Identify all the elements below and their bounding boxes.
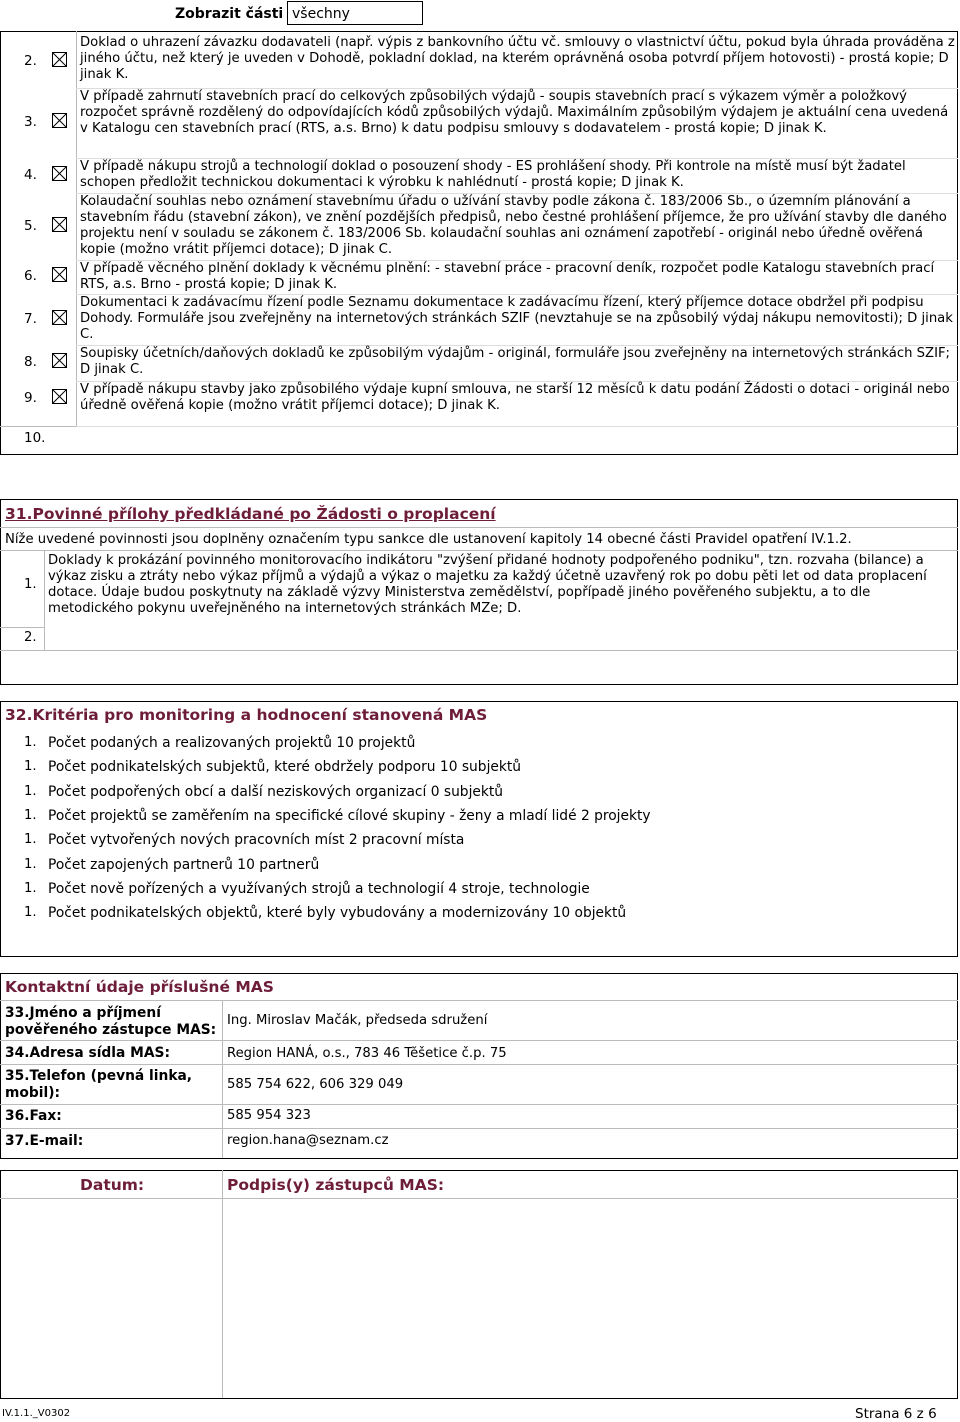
item-text: Soupisky účetních/daňových dokladů ke způsobilým výdajům - originál, formuláře jsou zveřejněny na internetových stránkách SZIF; D jinak C.: [80, 346, 950, 377]
checked-checkbox-icon[interactable]: [52, 166, 67, 181]
criteria-number: 1.: [24, 832, 37, 848]
criteria-text: Počet nově pořízených a využívaných strojů a technologií 4 stroje, technologie: [48, 880, 590, 897]
item-number: 7.: [24, 311, 37, 327]
contact-name-label: 33.Jméno a příjmení pověřeného zástupce MAS:: [5, 1005, 217, 1038]
checked-checkbox-icon[interactable]: [52, 267, 67, 282]
footer-page: Strana 6 z 6: [855, 1406, 937, 1422]
checked-checkbox-icon[interactable]: [52, 389, 67, 404]
criteria-number: 1.: [24, 759, 37, 775]
contact-fax-label: 36.Fax:: [5, 1108, 62, 1124]
item-number: 10.: [24, 430, 46, 446]
criteria-number: 1.: [24, 905, 37, 921]
checked-checkbox-icon[interactable]: [52, 353, 67, 368]
checked-checkbox-icon[interactable]: [52, 310, 67, 325]
item-number: 8.: [24, 354, 37, 370]
item-text: V případě nákupu strojů a technologií doklad o posouzení shody - ES prohlášení shody. Při kontrole na místě musí být žadatel schopen předložit technickou dokumentaci k výrobku k nahlédnutí - prostá kopie; D jinak K.: [80, 159, 906, 190]
checked-checkbox-icon[interactable]: [52, 113, 67, 128]
criteria-text: Počet podpořených obcí a další neziskových organizací 0 subjektů: [48, 783, 504, 800]
filter-value: všechny: [292, 6, 350, 22]
section31-intro: Níže uvedené povinnosti jsou doplněny označením typu sankce dle ustanovení kapitoly 14 obecné části Pravidel opatření IV.1.2.: [5, 532, 852, 547]
contact-fax-value: 585 954 323: [227, 1108, 311, 1123]
item-text: Kolaudační souhlas nebo oznámení stavebnímu úřadu o užívání stavby podle zákona č. 183/2006 Sb., o územním plánování a stavebním řádu (stavební zákon), ve znění pozdějších předpisů, nebo čestné prohlášení příjemce, že pro užívání stavby dle daného projektu není v souladu se zákonem č. 183/2006 Sb. kolaudační souhlas ani oznámení zapotřebí - originál nebo úředně ověřená kopie (možno vrátit příjemci dotace); D jinak C.: [80, 194, 947, 257]
item-text: Dokumentaci k zadávacímu řízení podle Seznamu dokumentace k zadávacímu řízení, který příjemce dotace obdržel při podpisu Dohody. Formuláře jsou zveřejněny na internetových stránkách SZIF (nevztahuje se na způsobilý výdaj nákupu nemovitosti); D jinak C.: [80, 295, 953, 342]
s31-item-text: Doklady k prokázání povinného monitorovacího indikátoru "zvýšení přidané hodnoty podpořeného podniku", tzn. rozvaha (bilance) a výkaz zisku a ztráty nebo výkaz příjmů a výdajů a výkaz o majetku za každý účetně uzavřený rok po dobu pěti let od data proplacení dotace. Údaje budou poskytnuty na základě výzvy Ministerstva zemědělství, popřípadě jiného pověřeného subjektu, a to dle metodického pokynu uveřejněného na internetových stránkách MZe; D.: [48, 553, 927, 616]
contact-phone-label: 35.Telefon (pevná linka, mobil):: [5, 1068, 193, 1101]
criteria-text: Počet zapojených partnerů 10 partnerů: [48, 856, 320, 873]
criteria-number: 1.: [24, 856, 37, 872]
contact-address-value: Region HANÁ, o.s., 783 46 Těšetice č.p. 75: [227, 1046, 507, 1061]
footer-code: IV.1.1._V0302: [2, 1408, 71, 1419]
criteria-text: Počet podnikatelských objektů, které byly vybudovány a modernizovány 10 objektů: [48, 905, 627, 922]
section31-title: 31.Povinné přílohy předkládané po Žádosti o proplacení: [5, 505, 496, 523]
item-text: V případě věcného plnění doklady k věcnému plnění: - stavební práce - pracovní deník, rozpočet podle Katalogu stavebních prací RTS, a.s. Brno - prostá kopie; D jinak K.: [80, 261, 935, 292]
checked-checkbox-icon[interactable]: [52, 217, 67, 232]
filter-select[interactable]: [287, 1, 423, 25]
criteria-text: Počet podnikatelských subjektů, které obdržely podporu 10 subjektů: [48, 759, 522, 776]
section32-title: 32.Kritéria pro monitoring a hodnocení stanovená MAS: [5, 706, 488, 724]
filter-label: Zobrazit části: [175, 6, 284, 22]
criteria-text: Počet podaných a realizovaných projektů 10 projektů: [48, 735, 416, 751]
contact-email-value: region.hana@seznam.cz: [227, 1133, 389, 1148]
row-divider: [76, 426, 958, 427]
item-number: 5.: [24, 218, 37, 234]
contact-address-label: 34.Adresa sídla MAS:: [5, 1045, 171, 1061]
contact-name-value: Ing. Miroslav Mačák, předseda sdružení: [227, 1013, 488, 1028]
signature-label: Podpis(y) zástupců MAS:: [227, 1176, 445, 1194]
criteria-number: 1.: [24, 880, 37, 896]
contact-phone-value: 585 754 622, 606 329 049: [227, 1077, 404, 1092]
criteria-number: 1.: [24, 807, 37, 823]
criteria-number: 1.: [24, 735, 37, 750]
s31-item-num: 2.: [24, 630, 37, 645]
item-text: V případě nákupu stavby jako způsobilého výdaje kupní smlouva, ne starší 12 měsíců k datu podání Žádosti o dotaci - originál nebo úředně ověřená kopie (možno vrátit příjemci dotace); D jinak K.: [80, 382, 950, 413]
item-number: 4.: [24, 167, 37, 183]
criteria-text: Počet vytvořených nových pracovních míst 2 pracovní místa: [48, 832, 465, 849]
s31-item-num: 1.: [24, 577, 37, 592]
date-label: Datum:: [80, 1176, 145, 1194]
criteria-text: Počet projektů se zaměřením na specifické cílové skupiny - ženy a mladí lidé 2 projekty: [48, 807, 651, 824]
contact-email-label: 37.E-mail:: [5, 1133, 84, 1149]
contact-title: Kontaktní údaje příslušné MAS: [5, 978, 274, 996]
item-number: 2.: [24, 53, 37, 69]
criteria-number: 1.: [24, 783, 37, 799]
item-number: 3.: [24, 114, 37, 130]
item-number: 9.: [24, 390, 37, 406]
item-text: Doklad o uhrazení závazku dodavateli (např. výpis z bankovního účtu vč. smlouvy o vlastnictví účtu, pokud byla úhrada prováděna z jiného účtu, než který je uveden v Dohodě, pokladní doklad, na kterém oprávněná osoba potvrdí příjem hotovosti) - prostá kopie; D jinak K.: [80, 35, 955, 82]
item-text: V případě zahrnutí stavebních prací do celkových způsobilých výdajů - soupis stavebních prací s výkazem výměr a položkový rozpočet správně rozdělený do odpovídajících kódů způsobilých výdajů. Maximálním způsobilým výdajem je aktuální cena uvedená v Katalogu cen stavebních prací (RTS, a.s. Brno) k datu podpisu smlouvy s dodavatelem - prostá kopie; D jinak K.: [80, 89, 949, 136]
item-number: 6.: [24, 268, 37, 284]
checked-checkbox-icon[interactable]: [52, 52, 67, 67]
